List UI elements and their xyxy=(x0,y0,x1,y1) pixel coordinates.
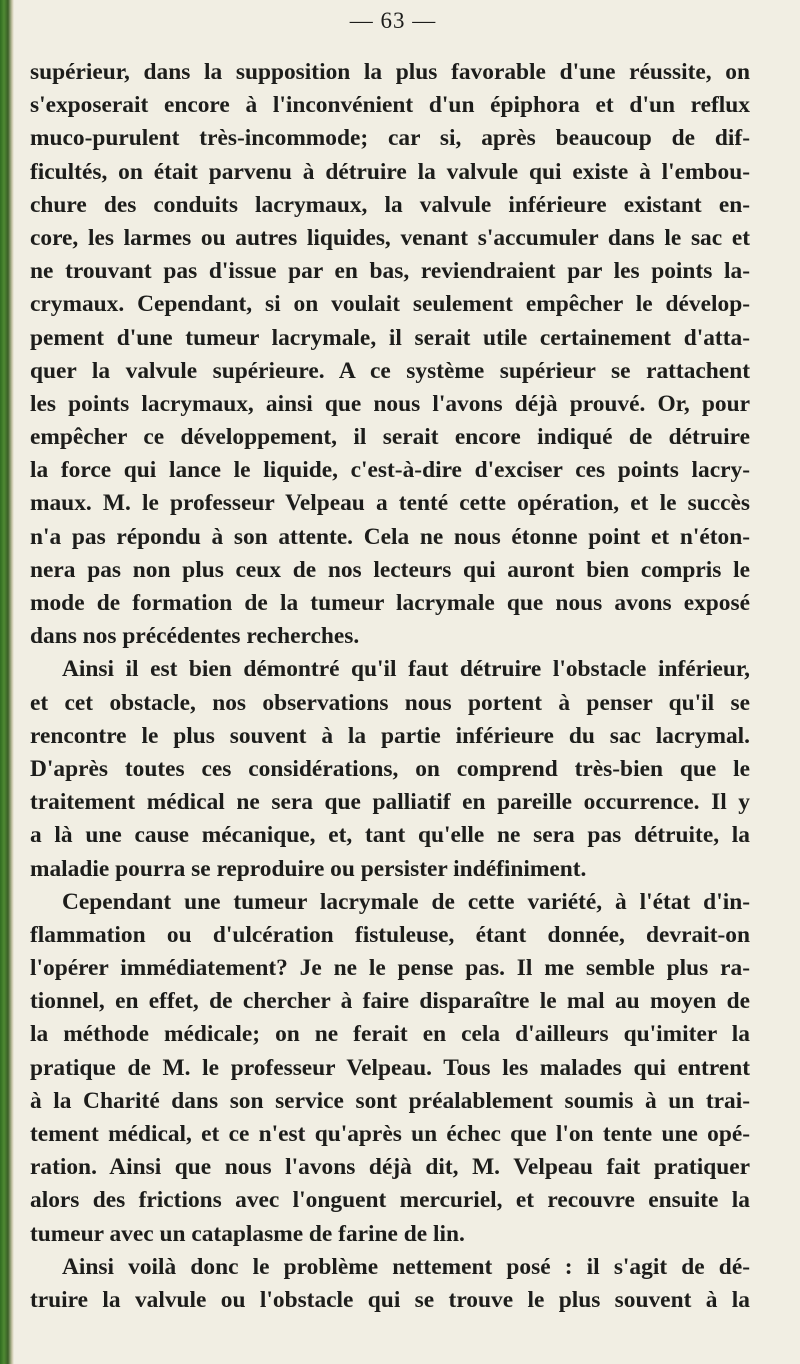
text-line: les points lacrymaux, ainsi que nous l'avons déjà prouvé. Or, pour xyxy=(30,390,750,417)
text-line: l'opérer immédiatement? Je ne le pense pas. Il me semble plus ra- xyxy=(30,955,750,982)
text-line: maladie pourra se reproduire ou persister indéfiniment. xyxy=(30,855,587,882)
text-line: supérieur, dans la supposition la plus favorable d'une réussite, on xyxy=(30,59,750,85)
text-line: à la Charité dans son service sont préalablement soumis à un trai- xyxy=(30,1087,750,1114)
text-line: ficultés, on était parvenu à détruire la valvule qui existe à l'embou- xyxy=(30,158,750,185)
text-line: nera pas non plus ceux de nos lecteurs qui auront bien compris le xyxy=(30,556,750,583)
text-line: empêcher ce développement, il serait encore indiqué de détruire xyxy=(30,424,750,451)
text-line: a là une cause mécanique, et, tant qu'elle ne sera pas détruite, la xyxy=(30,822,750,849)
text-line: et cet obstacle, nos observations nous portent à penser qu'il se xyxy=(30,689,750,716)
paragraph-start-line: Cependant une tumeur lacrymale de cette variété, à l'état d'in- xyxy=(62,888,750,915)
text-line: traitement médical ne sera que palliatif en pareille occurrence. Il y xyxy=(30,789,750,816)
text-line: la force qui lance le liquide, c'est-à-dire d'exciser ces points lacry- xyxy=(30,457,750,484)
paragraph-start-line: Ainsi voilà donc le problème nettement posé : il s'agit de dé- xyxy=(62,1253,750,1280)
page-number: — 63 — xyxy=(349,8,437,33)
paragraph-start-line: Ainsi il est bien démontré qu'il faut détruire l'obstacle inférieur, xyxy=(62,656,750,683)
text-line: rencontre le plus souvent à la partie inférieure du sac lacrymal. xyxy=(30,722,750,749)
text-line: n'a pas répondu à son attente. Cela ne nous étonne point et n'éton- xyxy=(30,523,750,550)
book-page xyxy=(28,0,788,1364)
text-line: chure des conduits lacrymaux, la valvule inférieure existant en- xyxy=(30,191,750,218)
body-text xyxy=(30,56,750,1317)
text-line: pement d'une tumeur lacrymale, il serait utile certainement d'atta- xyxy=(30,324,750,351)
text-line: maux. M. le professeur Velpeau a tenté cette opération, et le succès xyxy=(30,490,750,517)
text-line: tement médical, et ce n'est qu'après un échec que l'on tente une opé- xyxy=(30,1121,750,1147)
text-line: alors des frictions avec l'onguent mercuriel, et recouvre ensuite la xyxy=(30,1187,750,1214)
text-line: quer la valvule supérieure. A ce système supérieur se rattachent xyxy=(30,357,750,384)
text-line: dans nos précédentes recherches. xyxy=(30,623,360,650)
text-line: ration. Ainsi que nous l'avons déjà dit, M. Velpeau fait pratiquer xyxy=(30,1154,750,1181)
text-line: flammation ou d'ulcération fistuleuse, étant donnée, devrait-on xyxy=(30,921,750,948)
text-line: muco-purulent très-incommode; car si, après beaucoup de dif- xyxy=(30,125,750,152)
text-line: tionnel, en effet, de chercher à faire disparaître le mal au moyen de xyxy=(30,988,750,1015)
text-line: mode de formation de la tumeur lacrymale que nous avons exposé xyxy=(30,590,750,616)
text-line: core, les larmes ou autres liquides, venant s'accumuler dans le sac et xyxy=(30,224,750,251)
text-line: truire la valvule ou l'obstacle qui se trouve le plus souvent à la xyxy=(30,1286,750,1313)
text-line: crymaux. Cependant, si on voulait seulement empêcher le dévelop- xyxy=(30,291,750,318)
text-line: la méthode médicale; on ne ferait en cela d'ailleurs qu'imiter la xyxy=(30,1021,750,1048)
text-line: tumeur avec un cataplasme de farine de lin. xyxy=(30,1220,465,1247)
text-line: s'exposerait encore à l'inconvénient d'un épiphora et d'un reflux xyxy=(30,92,750,119)
text-line: ne trouvant pas d'issue par en bas, reviendraient par les points la- xyxy=(30,258,750,285)
text-line: pratique de M. le professeur Velpeau. Tous les malades qui entrent xyxy=(30,1054,750,1081)
text-line: D'après toutes ces considérations, on comprend très-bien que le xyxy=(30,755,750,782)
book-binding-edge xyxy=(0,0,14,1364)
